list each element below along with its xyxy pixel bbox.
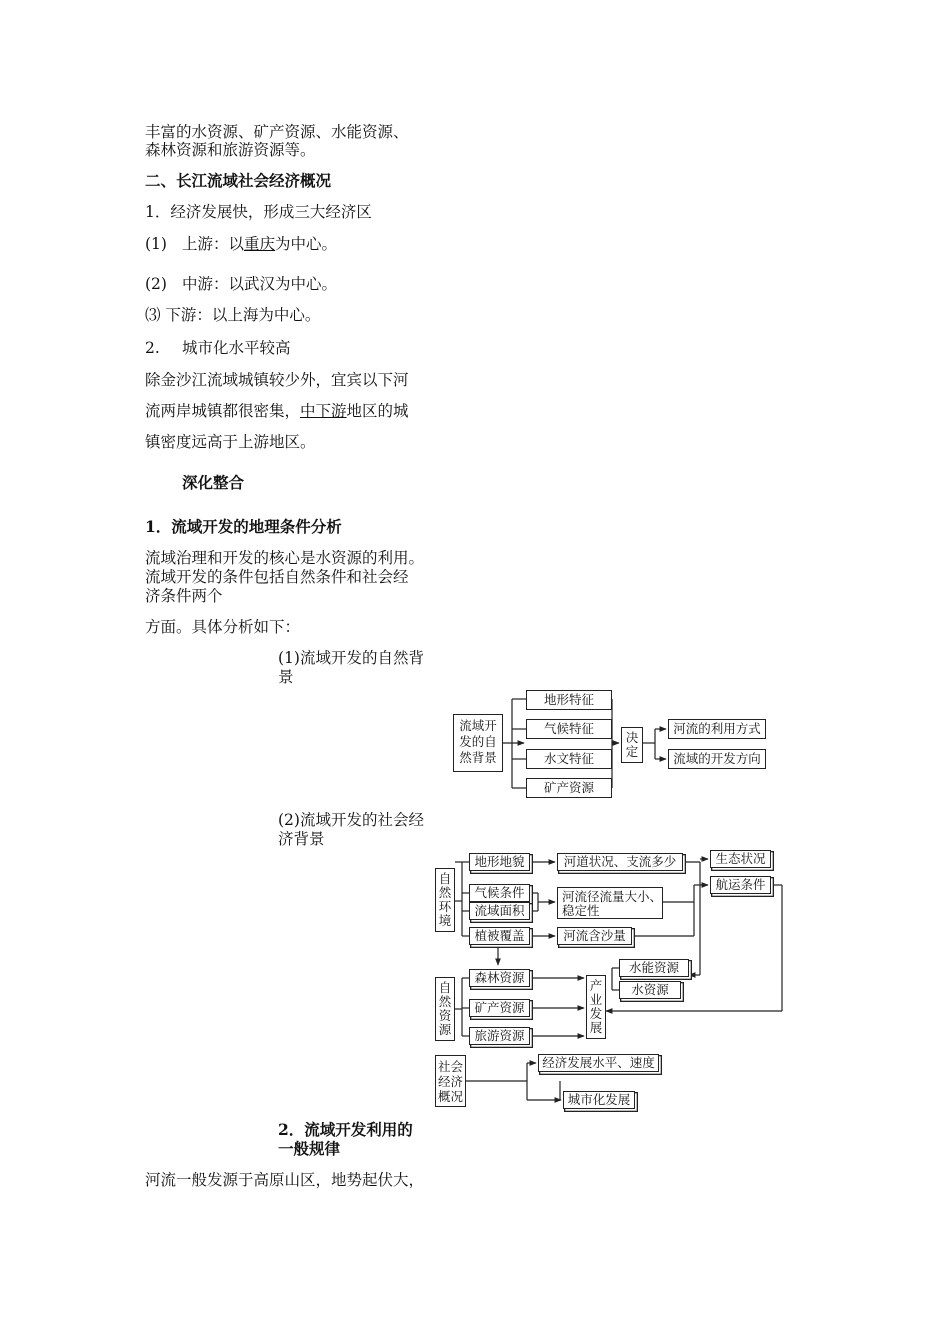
- paragraph-line-3: 镇密度远高于上游地区。: [145, 433, 316, 451]
- subsection-heading-1: 1．流域开发的地理条件分析: [145, 517, 342, 536]
- natural-resources-box: 自 然 资 源: [435, 977, 455, 1041]
- river-use-mode-box: 河流的利用方式: [668, 719, 766, 739]
- para-prefix: 流两岸城镇都很密集，: [145, 402, 301, 420]
- ecology-box: 生态状况: [710, 850, 771, 868]
- sub-item-number: (1): [145, 235, 167, 253]
- climate-condition-box: 气候条件: [469, 884, 530, 902]
- analysis-line-3: 济条件两个: [145, 587, 223, 605]
- para-underlined: 中下游: [300, 402, 347, 420]
- sub-item-midstream: 中游：以武汉为中心。: [182, 275, 338, 293]
- natural-environment-box: 自 然 环 境: [435, 868, 455, 932]
- social-bg-heading-1: (2)流域开发的社会经: [278, 811, 424, 829]
- paragraph-line-1: 除金沙江流域城镇较少外，宜宾以下河: [145, 371, 409, 389]
- sediment-box: 河流含沙量: [557, 927, 632, 945]
- runoff-box: 河流径流量大小、 稳定性: [557, 887, 663, 919]
- list-item-2: 城市化水平较高: [182, 339, 291, 357]
- sub-item-number: (2): [145, 275, 167, 293]
- list-item-1: 1．经济发展快，形成三大经济区: [145, 203, 372, 221]
- navigation-box: 航运条件: [710, 876, 771, 894]
- natural-background-box: 流域开 发的自 然背景: [453, 714, 503, 772]
- water-resource-box: 水资源: [619, 981, 681, 999]
- para-suffix: 地区的城: [346, 402, 409, 420]
- industry-development-box: 产 业 发 展: [586, 975, 606, 1039]
- analysis-line-1: 流域治理和开发的核心是水资源的利用。: [145, 549, 425, 567]
- basin-area-box: 流域面积: [469, 902, 530, 920]
- social-bg-heading-2: 济背景: [278, 830, 325, 848]
- channel-condition-box: 河道状况、支流多少: [557, 853, 683, 871]
- subsection-heading-2-line-2: 一般规律: [278, 1139, 341, 1158]
- hydropower-box: 水能资源: [619, 959, 689, 977]
- forest-resource-box: 森林资源: [469, 969, 530, 987]
- closing-line: 河流一般发源于高原山区，地势起伏大，: [145, 1171, 425, 1189]
- section-title: 深化整合: [182, 473, 245, 492]
- natural-bg-heading-2: 景: [278, 668, 294, 686]
- tourism-resource-box: 旅游资源: [469, 1027, 530, 1045]
- upstream-suffix: 为中心。: [275, 235, 338, 253]
- economic-level-box: 经济发展水平、速度: [538, 1054, 659, 1072]
- terrain-feature-box: 地形特征: [526, 690, 612, 710]
- basin-development-direction-box: 流域的开发方向: [668, 749, 766, 769]
- mineral-box: 矿产资源: [469, 999, 530, 1017]
- analysis-line-4: 方面。具体分析如下：: [145, 618, 301, 636]
- urbanization-box: 城市化发展: [563, 1091, 635, 1109]
- upstream-city: 重庆: [244, 235, 276, 253]
- climate-feature-box: 气候特征: [526, 719, 612, 739]
- natural-bg-heading-1: (1)流域开发的自然背: [278, 649, 424, 667]
- upstream-prefix: 上游：以: [182, 235, 245, 253]
- intro-line-2: 森林资源和旅游资源等。: [145, 141, 316, 159]
- list-item-number: 2.: [145, 339, 160, 357]
- analysis-line-2: 流域开发的条件包括自然条件和社会经: [145, 568, 409, 586]
- intro-line-1: 丰富的水资源、矿产资源、水能资源、: [145, 123, 409, 141]
- section-heading: 二、长江流域社会经济概况: [145, 171, 332, 190]
- hydrology-feature-box: 水文特征: [526, 749, 612, 769]
- sub-item-downstream: ⑶ 下游：以上海为中心。: [145, 306, 321, 324]
- terrain-box: 地形地貌: [469, 853, 530, 871]
- socio-economic-box: 社会 经济 概况: [435, 1055, 466, 1107]
- decide-box: 决 定: [621, 727, 643, 763]
- vegetation-cover-box: 植被覆盖: [469, 927, 530, 945]
- subsection-heading-2-line-1: 2．流域开发利用的: [278, 1120, 413, 1139]
- mineral-resource-box: 矿产资源: [526, 778, 612, 798]
